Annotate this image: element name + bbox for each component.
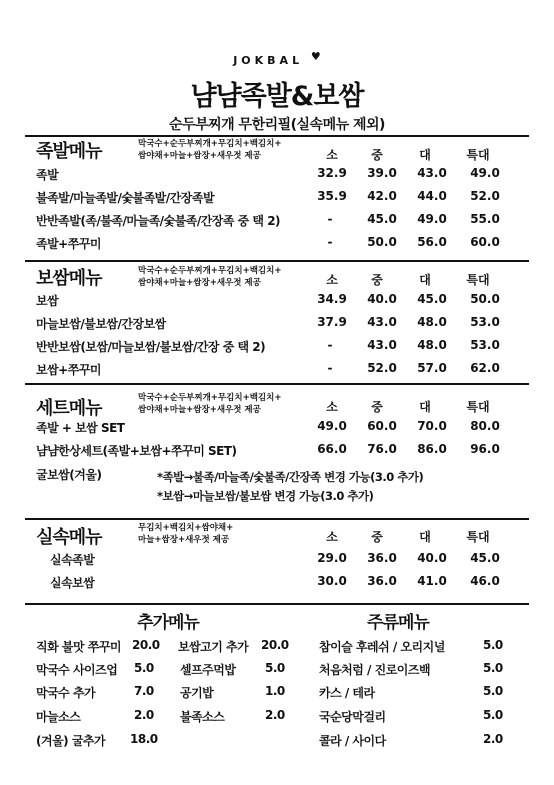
menu-item-price: 49.0 (417, 212, 447, 226)
menu-item-price: 76.0 (367, 442, 397, 456)
menu-item-price: 48.0 (417, 315, 447, 329)
extra-item-name: 직화 불맛 쭈꾸미 (36, 640, 122, 654)
extra-item-price: 7.0 (134, 684, 154, 698)
drink-item-name: 국순당막걸리 (319, 710, 386, 724)
menu-item-price: 36.0 (367, 551, 397, 565)
extra-item-price: 20.0 (261, 638, 289, 652)
menu-item-price: 49.0 (317, 419, 347, 433)
section-title-jokbal: 족발메뉴 (36, 141, 102, 162)
menu-item-price: 43.0 (367, 338, 397, 352)
size-header: 소 (326, 530, 338, 544)
size-header: 소 (326, 400, 338, 414)
extra-item-name: (겨울) 굴추가 (36, 734, 106, 748)
brand-label: JOKBAL ♥ (233, 50, 321, 67)
size-header: 특대 (466, 148, 490, 162)
extra-item-name: 막국수 추가 (36, 686, 96, 700)
extra-item-price: 5.0 (134, 661, 154, 675)
size-header: 대 (419, 148, 431, 162)
menu-item-price: 44.0 (417, 189, 447, 203)
menu-item-price: - (327, 235, 333, 249)
drink-item-price: 5.0 (483, 661, 503, 675)
extra-item-name: 보쌈고기 추가 (178, 640, 249, 654)
extra-item-name: 막국수 사이즈업 (36, 663, 118, 677)
section-note: 막국수+순두부찌개+무김치+백김치+ 쌈야채+마늘+쌈장+새우젓 제공 (138, 139, 282, 161)
extra-item-name: 불족소스 (180, 710, 225, 724)
drink-item-name: 처음처럼 / 진로이즈백 (319, 663, 431, 677)
menu-item-price: 48.0 (417, 338, 447, 352)
extra-item-price: 5.0 (265, 661, 285, 675)
menu-item-price: 40.0 (417, 551, 447, 565)
menu-item-name: 굴보쌈(겨울) (36, 468, 102, 482)
menu-item-name: 족발 + 보쌈 SET (36, 421, 125, 435)
divider (25, 260, 529, 262)
menu-item-price: 52.0 (470, 189, 500, 203)
menu-item-price: 55.0 (470, 212, 500, 226)
divider (25, 603, 529, 605)
extra-item-name: 마늘소스 (36, 710, 81, 724)
menu-item-price: 56.0 (417, 235, 447, 249)
menu-item-price: 43.0 (417, 166, 447, 180)
menu-item-name: 냠냠한상세트(족발+보쌈+쭈꾸미 SET) (36, 444, 237, 458)
drink-item-name: 참이슬 후레쉬 / 오리지널 (319, 640, 445, 654)
size-header: 소 (326, 148, 338, 162)
size-header: 특대 (466, 273, 490, 287)
drink-item-price: 5.0 (483, 638, 503, 652)
size-header: 중 (371, 148, 383, 162)
menu-item-price: 39.0 (367, 166, 397, 180)
drink-item-name: 콜라 / 사이다 (319, 734, 386, 748)
menu-item-name: 실속보쌈 (50, 576, 95, 590)
section-title-bossam: 보쌈메뉴 (36, 268, 102, 289)
menu-item-price: 43.0 (367, 315, 397, 329)
menu-item-price: 41.0 (417, 574, 447, 588)
page-subtitle: 순두부찌개 무한리필(실속메뉴 제외) (169, 117, 385, 133)
drink-item-price: 5.0 (483, 708, 503, 722)
drink-item-name: 카스 / 테라 (319, 686, 375, 700)
set-change-note: *보쌈→마늘보쌈/불보쌈 변경 가능(3.0 추가) (157, 489, 374, 503)
menu-item-price: 40.0 (367, 292, 397, 306)
section-title-value: 실속메뉴 (36, 527, 102, 548)
menu-item-name: 족발 (36, 168, 59, 182)
size-header: 특대 (466, 530, 490, 544)
menu-item-name: 보쌈 (36, 294, 59, 308)
menu-item-name: 반반보쌈(보쌈/마늘보쌈/불보쌈/간장 중 택 2) (36, 340, 266, 354)
menu-item-name: 마늘보쌈/불보쌈/간장보쌈 (36, 317, 166, 331)
size-header: 중 (371, 273, 383, 287)
menu-item-price: 50.0 (367, 235, 397, 249)
extra-item-name: 공기밥 (180, 686, 214, 700)
extra-item-price: 1.0 (265, 684, 285, 698)
menu-item-price: 30.0 (317, 574, 347, 588)
menu-item-price: 45.0 (417, 292, 447, 306)
menu-item-price: 34.9 (317, 292, 347, 306)
section-note: 막국수+순두부찌개+무김치+백김치+ 쌈야채+마늘+쌈장+새우젓 제공 (138, 393, 282, 415)
divider (25, 383, 529, 385)
menu-item-price: 86.0 (417, 442, 447, 456)
size-header: 대 (419, 530, 431, 544)
heart-icon: ♥ (310, 50, 321, 63)
size-header: 소 (326, 273, 338, 287)
page-title: 냠냠족발&보쌈 (190, 81, 364, 112)
menu-item-price: 66.0 (317, 442, 347, 456)
menu-item-price: 57.0 (417, 361, 447, 375)
menu-item-price: 32.9 (317, 166, 347, 180)
menu-item-price: 62.0 (470, 361, 500, 375)
menu-item-price: 45.0 (367, 212, 397, 226)
menu-item-price: 70.0 (417, 419, 447, 433)
menu-item-name: 반반족발(족/불족/마늘족/숯불족/간장족 중 택 2) (36, 214, 281, 228)
section-title-set: 세트메뉴 (36, 398, 102, 419)
size-header: 대 (419, 273, 431, 287)
menu-item-name: 불족발/마늘족발/숯불족발/간장족발 (36, 191, 215, 205)
menu-item-price: 37.9 (317, 315, 347, 329)
menu-item-name: 보쌈+쭈꾸미 (36, 363, 102, 377)
menu-item-price: 53.0 (470, 315, 500, 329)
menu-item-price: 80.0 (470, 419, 500, 433)
menu-item-price: 45.0 (470, 551, 500, 565)
drink-menu-title: 주류메뉴 (367, 613, 429, 633)
menu-item-price: 60.0 (470, 235, 500, 249)
drink-item-price: 5.0 (483, 684, 503, 698)
menu-item-price: 53.0 (470, 338, 500, 352)
section-note: 막국수+순두부찌개+무김치+백김치+ 쌈야채+마늘+쌈장+새우젓 제공 (138, 266, 282, 288)
size-header: 대 (419, 400, 431, 414)
extra-item-price: 20.0 (132, 638, 160, 652)
menu-item-price: 35.9 (317, 189, 347, 203)
section-note: 무김치+백김치+쌈야채+ 마늘+쌈장+새우젓 제공 (138, 523, 234, 545)
divider (25, 518, 529, 520)
extra-menu-title: 추가메뉴 (137, 613, 199, 633)
drink-item-price: 2.0 (483, 732, 503, 746)
menu-item-price: - (327, 212, 333, 226)
set-change-note: *족발→불족/마늘족/숯불족/간장족 변경 가능(3.0 추가) (157, 470, 424, 484)
menu-item-name: 실속족발 (50, 553, 95, 567)
menu-item-price: 50.0 (470, 292, 500, 306)
menu-item-price: 29.0 (317, 551, 347, 565)
menu-item-price: 42.0 (367, 189, 397, 203)
extra-item-price: 2.0 (265, 708, 285, 722)
size-header: 중 (371, 400, 383, 414)
extra-item-name: 셀프주먹밥 (180, 663, 236, 677)
menu-item-price: 49.0 (470, 166, 500, 180)
size-header: 특대 (466, 400, 490, 414)
menu-item-price: - (327, 361, 333, 375)
extra-item-price: 2.0 (134, 708, 154, 722)
extra-item-price: 18.0 (130, 732, 158, 746)
menu-item-price: 96.0 (470, 442, 500, 456)
menu-item-price: 52.0 (367, 361, 397, 375)
size-header: 중 (371, 530, 383, 544)
menu-item-price: 46.0 (470, 574, 500, 588)
menu-item-price: - (327, 338, 333, 352)
menu-item-price: 36.0 (367, 574, 397, 588)
menu-item-name: 족발+쭈꾸미 (36, 237, 102, 251)
menu-item-price: 60.0 (367, 419, 397, 433)
